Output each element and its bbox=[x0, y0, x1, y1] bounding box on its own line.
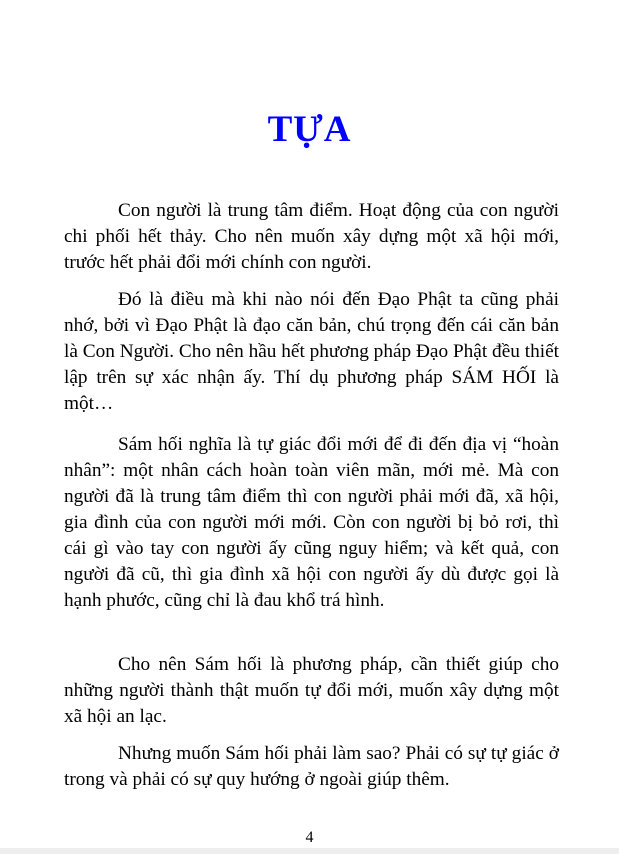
paragraph: Cho nên Sám hối là phương pháp, cần thiết giúp cho những người thành thật muốn tự đổi mới, muốn xây dựng một xã hội an lạc. bbox=[64, 654, 559, 727]
page-gap bbox=[0, 848, 619, 854]
paragraph-4-block bbox=[64, 652, 559, 730]
paragraph-5-block bbox=[64, 741, 559, 793]
paragraph-3-block bbox=[64, 432, 559, 614]
paragraph: Sám hối nghĩa là tự giác đổi mới để đi đến địa vị “hoàn nhân”: một nhân cách hoàn toàn viên mãn, mới mẻ. Mà con người đã là trung tâm điểm thì con người phải mới đã, xã hội, gia đình của con người mới mới. Còn con người bị bỏ rơi, thì cái gì vào tay con người ấy cũng nguy hiểm; và kết quả, con người đã cũ, thì gia đình xã hội con người ấy dù được gọi là hạnh phước, cũng chỉ là đau khổ trá hình. bbox=[64, 434, 559, 611]
page-title: TỰA bbox=[267, 109, 352, 150]
paragraph-1-block bbox=[64, 198, 559, 276]
paragraph: Nhưng muốn Sám hối phải làm sao? Phải có sự tự giác ở trong và phải có sự quy hướng ở ngoài giúp thêm. bbox=[64, 743, 559, 790]
paragraph-2-block bbox=[64, 287, 559, 417]
paragraph: Con người là trung tâm điểm. Hoạt động của con người chi phối hết thảy. Cho nên muốn xây dựng một xã hội mới, trước hết phải đổi mới chính con người. bbox=[64, 200, 559, 273]
paragraph: Đó là điều mà khi nào nói đến Đạo Phật ta cũng phải nhớ, bởi vì Đạo Phật là đạo căn bản, chú trọng đến cái căn bản là Con Người. Cho nên hầu hết phương pháp Đạo Phật đều thiết lập trên sự xác nhận ấy. Thí dụ phương pháp SÁM HỐI là một… bbox=[64, 289, 559, 414]
page-number: 4 bbox=[305, 829, 314, 846]
